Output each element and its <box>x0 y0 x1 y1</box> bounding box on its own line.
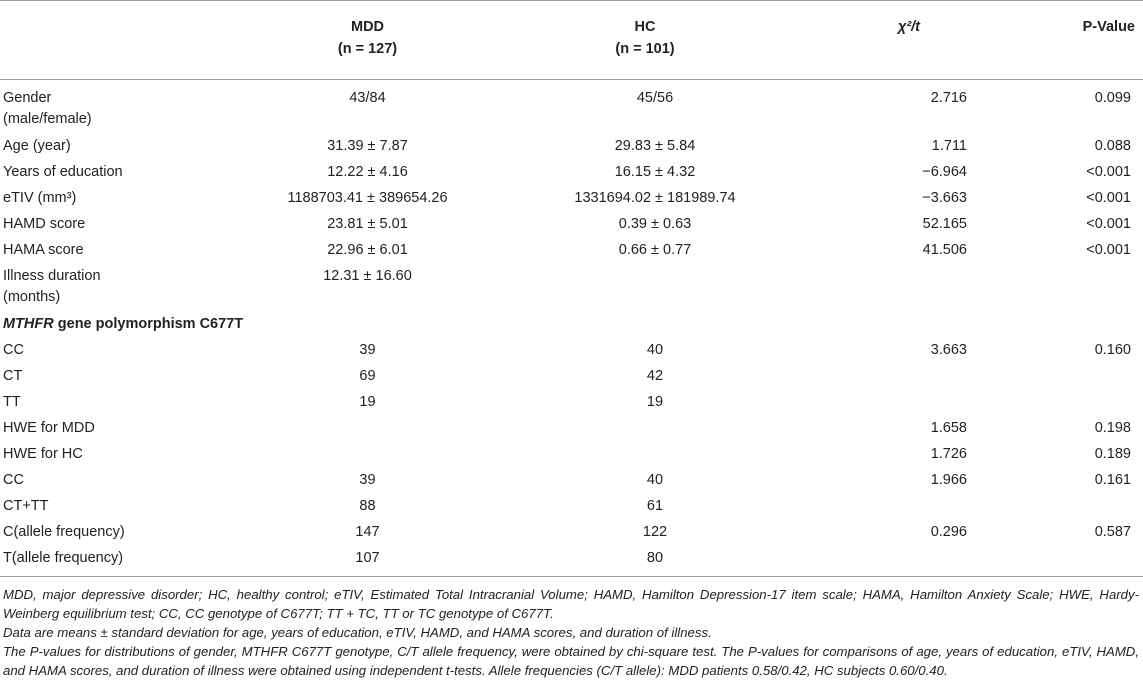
table-row <box>0 266 1143 314</box>
stat-value: 1.711 <box>931 138 967 154</box>
p-value: <0.001 <box>1086 242 1131 258</box>
hc-value: 80 <box>500 548 790 577</box>
row-label: CT <box>3 368 23 384</box>
p-value: 0.088 <box>1094 138 1131 154</box>
table-row <box>0 136 1143 162</box>
stat-value: 1.658 <box>930 420 967 436</box>
hc-value <box>500 444 790 470</box>
mdd-value: 22.96 ± 6.01 <box>327 242 408 258</box>
table-row <box>0 496 1143 522</box>
row-label: Years of education <box>3 164 123 180</box>
mdd-value <box>235 418 500 444</box>
table-body <box>0 80 1143 577</box>
p-value <box>976 392 1143 418</box>
header-empty-4 <box>976 37 1143 80</box>
hc-value: 122 <box>642 524 668 540</box>
mdd-value: 39 <box>359 472 376 488</box>
row-label: HWE for HC <box>3 446 83 462</box>
stat-value <box>790 392 976 418</box>
row-label: CT+TT <box>3 498 49 514</box>
table-row <box>0 522 1143 548</box>
p-value <box>976 366 1143 392</box>
table-row <box>0 444 1143 470</box>
mdd-value: 12.31 ± 16.60 <box>323 268 412 284</box>
row-label: Gender (male/female) <box>3 90 92 127</box>
hc-value: 0.66 ± 0.77 <box>618 242 692 258</box>
p-value <box>976 266 1143 314</box>
stat-value: 1.726 <box>930 446 967 462</box>
stat-value: 41.506 <box>922 242 967 258</box>
hc-value <box>500 266 790 314</box>
table-row <box>0 162 1143 188</box>
p-value <box>976 548 1143 577</box>
table-row <box>0 340 1143 366</box>
hc-value: 40 <box>646 342 664 358</box>
p-value: 0.160 <box>1094 342 1131 358</box>
row-label: HAMD score <box>3 216 86 232</box>
mdd-value: 12.22 ± 4.16 <box>327 164 408 180</box>
mdd-value: 39 <box>359 342 376 358</box>
header-mdd: MDD <box>235 1 500 38</box>
table-row <box>0 80 1143 137</box>
row-label: CC <box>3 472 24 488</box>
header-hc-n: (n = 101) <box>500 37 790 80</box>
table-row <box>0 470 1143 496</box>
mdd-value: 23.81 ± 5.01 <box>327 216 408 232</box>
p-value: 0.099 <box>1094 90 1131 106</box>
mdd-value: 31.39 ± 7.87 <box>327 138 408 154</box>
row-label: CC <box>3 342 24 358</box>
section-heading-row <box>0 314 1143 340</box>
table-row <box>0 418 1143 444</box>
section-heading <box>0 314 1143 340</box>
mdd-value: 19 <box>359 394 376 410</box>
table-footnotes <box>0 577 1143 680</box>
header-stat: χ²/t <box>790 1 976 38</box>
p-value: 0.161 <box>1094 472 1131 488</box>
stat-value: −3.663 <box>922 190 967 206</box>
table-header <box>0 1 1143 80</box>
stat-value: 2.716 <box>930 90 967 106</box>
footnote-pvalues: The P-values for distributions of gender, MTHFR C677T genotype, C/T allele frequency, were obtained by chi-square test. The P-values for comparisons of age, years of education, eTIV, HAMD, and HAMA scores, and duration of illness were obtained using independent t-tests. Allele frequencies (C/T allele): MDD patients 0.58/0.42, HC subjects 0.60/0.40. <box>3 644 1139 678</box>
table-row <box>0 548 1143 577</box>
stat-value: 52.165 <box>922 216 967 232</box>
mdd-value: 1188703.41 ± 389654.26 <box>287 190 448 206</box>
hc-value <box>500 418 790 444</box>
table-row <box>0 240 1143 266</box>
stat-value <box>790 548 976 577</box>
stat-value: 1.966 <box>930 472 967 488</box>
p-value: <0.001 <box>1086 216 1131 232</box>
row-label: T(allele frequency) <box>0 548 235 577</box>
gene-name: MTHFR <box>3 316 54 332</box>
row-label: TT <box>3 394 21 410</box>
stat-value: −6.964 <box>922 164 967 180</box>
footnote-means: Data are means ± standard deviation for age, years of education, eTIV, HAMD, and HAMA scores, and duration of illness. <box>3 625 712 640</box>
hc-value: 0.39 ± 0.63 <box>618 216 692 232</box>
stat-value: 3.663 <box>930 342 967 358</box>
p-value <box>976 496 1143 522</box>
stat-value <box>790 496 976 522</box>
header-mdd-n: (n = 127) <box>235 37 500 80</box>
row-label: eTIV (mm³) <box>3 190 77 206</box>
p-value: <0.001 <box>1086 190 1131 206</box>
mdd-value: 88 <box>359 498 376 514</box>
table-row <box>0 392 1143 418</box>
hc-value: 29.83 ± 5.84 <box>614 138 696 154</box>
hc-value: 42 <box>646 368 664 384</box>
table-row <box>0 214 1143 240</box>
row-label: C(allele frequency) <box>3 524 125 540</box>
header-empty-2 <box>0 37 235 80</box>
hc-value: 16.15 ± 4.32 <box>614 164 696 180</box>
p-value: <0.001 <box>1086 164 1131 180</box>
hc-value: 45/56 <box>636 90 674 106</box>
mdd-value: 43/84 <box>349 90 386 106</box>
hc-value: 19 <box>646 394 664 410</box>
row-label: Illness duration (months) <box>3 268 101 305</box>
row-label: HAMA score <box>3 242 84 258</box>
header-hc: HC <box>500 1 790 38</box>
section-heading-text: gene polymorphism C677T <box>53 316 244 332</box>
mdd-value <box>235 444 500 470</box>
mdd-value: 107 <box>235 548 500 577</box>
header-empty <box>0 1 235 38</box>
header-p-value: P-Value <box>976 1 1143 38</box>
footnote-abbreviations: MDD, major depressive disorder; HC, healthy control; eTIV, Estimated Total Intracranial Volume; HAMD, Hamilton Depression-17 item scale; HAMA, Hamilton Anxiety Scale; HWE, Hardy-Weinberg equilibrium test; CC, CC genotype of C677T; TT + TC, TT or TC genotype of C677T. <box>3 587 1139 621</box>
p-value: 0.198 <box>1094 420 1131 436</box>
row-label: HWE for MDD <box>3 420 95 436</box>
header-empty-3 <box>790 37 976 80</box>
mdd-value: 69 <box>359 368 376 384</box>
stat-value: 0.296 <box>930 524 967 540</box>
table-row <box>0 366 1143 392</box>
hc-value: 1331694.02 ± 181989.74 <box>574 190 736 206</box>
table-row <box>0 188 1143 214</box>
stat-value <box>790 366 976 392</box>
hc-value: 61 <box>646 498 664 514</box>
stat-value <box>790 266 976 314</box>
p-value: 0.587 <box>1094 524 1131 540</box>
mdd-value: 147 <box>355 524 380 540</box>
row-label: Age (year) <box>3 138 71 154</box>
p-value: 0.189 <box>1094 446 1131 462</box>
hc-value: 40 <box>646 472 664 488</box>
